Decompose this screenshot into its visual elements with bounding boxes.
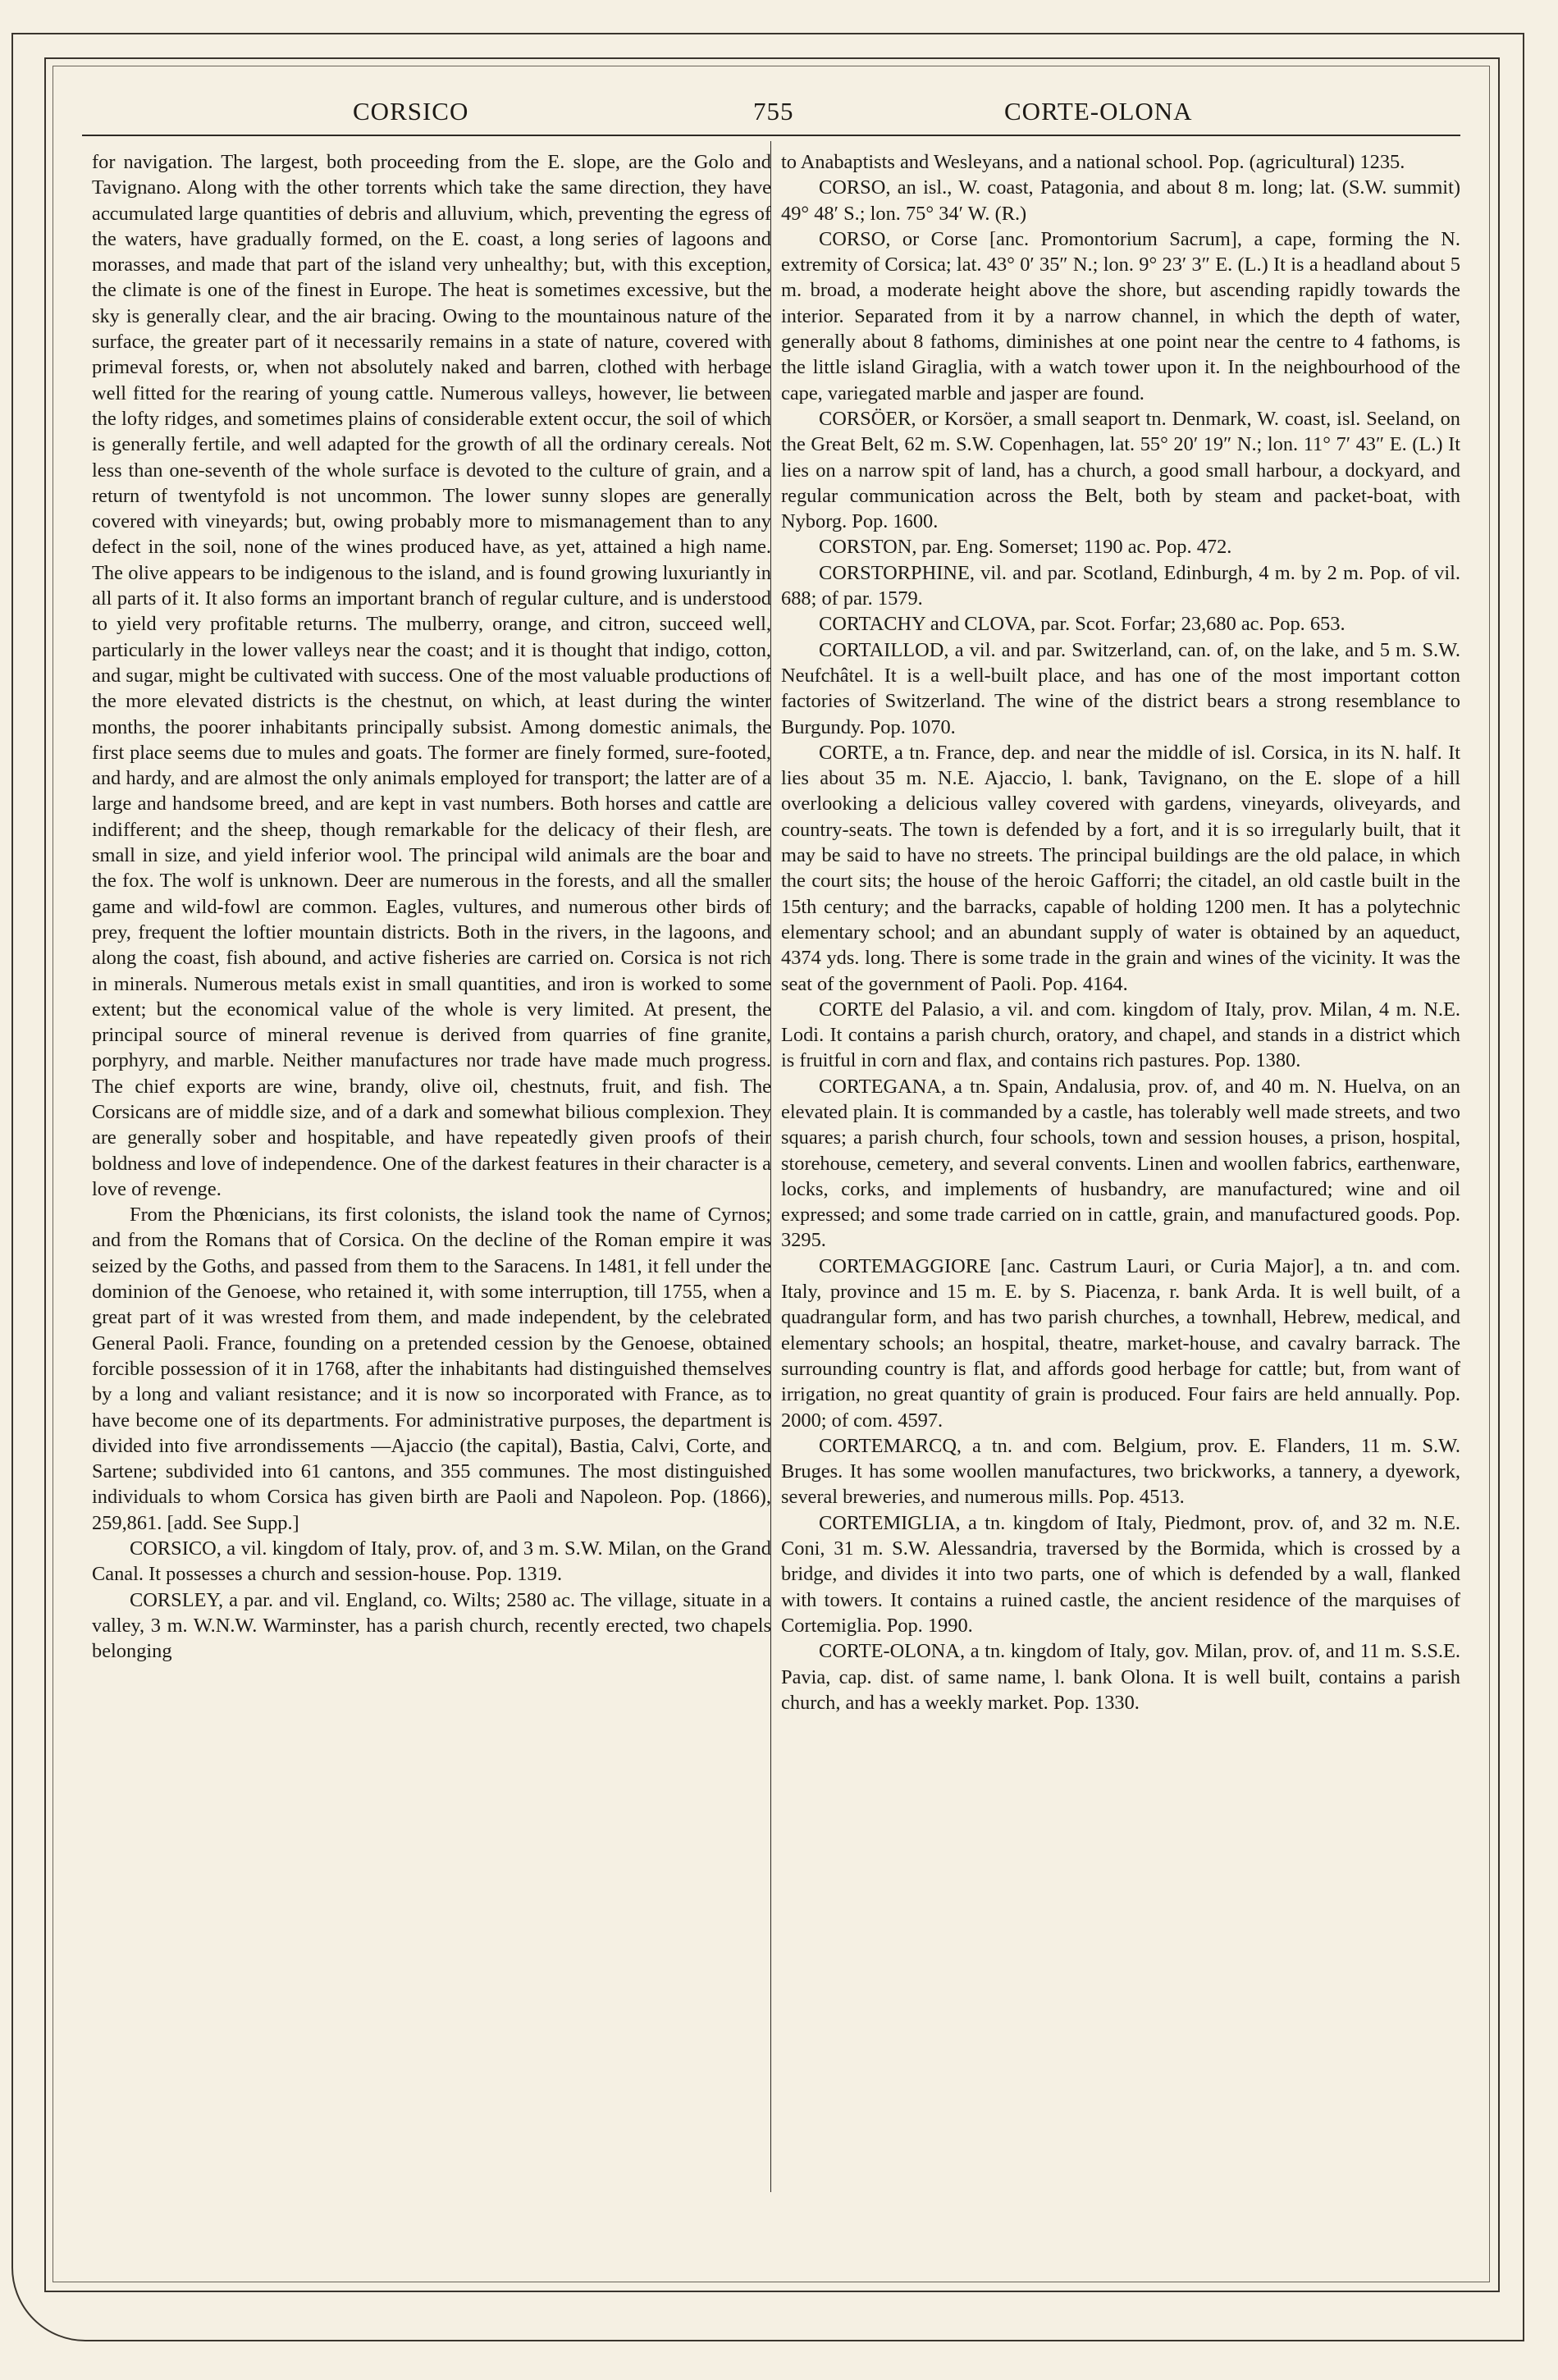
entry-corte-olona: CORTE-OLONA, a tn. kingdom of Italy, gov. Milan, prov. of, and 11 m. S.S.E. Pavia, cap. dist. of same name, l. bank Olona. It is well built, contains a parish church, and has a weekly market. Pop. 1330.: [781, 1640, 1460, 1714]
entry-corso-cape: CORSO, or Corse [anc. Promontorium Sacrum], a cape, forming the N. extremity of Corsica; lat. 43° 0′ 35″ N.; lon. 9° 23′ 3″ E. (L.) It is a headland about 5 m. broad, a moderate height above the shore, but ascending rapidly towards the interior. Separated from it by a narrow channel, in which the depth of water, generally about 8 fathoms, diminishes at one point near the centre to 4 fathoms, is the little island Giraglia, with a watch tower upon it. In the neighbourhood of the cape, variegated marble and jasper are found.: [781, 227, 1460, 404]
entry-cortegana: CORTEGANA, a tn. Spain, Andalusia, prov. of, and 40 m. N. Huelva, on an elevated plain. It is commanded by a castle, has tolerably well made streets, and two squares; a parish church, four schools, town and session houses, a prison, hospital, storehouse, cemetery, and several convents. Linen and woollen fabrics, earthenware, locks, corks, and implements of husbandry, are manufactured; wine and oil expressed; and some trade carried on in cattle, grain, and manufactured goods. Pop. 3295.: [781, 1075, 1460, 1252]
header-rule: [82, 135, 1460, 136]
running-head: [82, 97, 1460, 130]
left-column: [92, 149, 771, 1665]
entry-corso-isl: CORSO, an isl., W. coast, Patagonia, and about 8 m. long; lat. (S.W. summit) 49° 48′ S.; lon. 75° 34′ W. (R.): [781, 176, 1460, 225]
entry-cortemiglia: CORTEMIGLIA, a tn. kingdom of Italy, Piedmont, prov. of, and 32 m. N.E. Coni, 31 m. S.W. Alessandria, traversed by the Bormida, which is crossed by a bridge, and divides it into two parts, one of which is defended by a wall, flanked with towers. It contains a ruined castle, the ancient residence of the marquises of Cortemiglia. Pop. 1990.: [781, 1511, 1460, 1637]
entry-cortemaggiore: CORTEMAGGIORE [anc. Castrum Lauri, or Curia Major], a tn. and com. Italy, province and 15 m. E. by S. Piacenza, r. bank Arda. It is well built, of a quadrangular form, and has two parish churches, a townhall, Hebrew, medical, and elementary schools; an hospital, theatre, market-house, and cavalry barrack. The surrounding country is flat, and affords good herbage for cattle; but, from want of irrigation, no great quantity of grain is produced. Four fairs are held annually. Pop. 2000; of com. 4597.: [781, 1254, 1460, 1432]
entry-corsoer: CORSÖER, or Korsöer, a small seaport tn. Denmark, W. coast, isl. Seeland, on the Great Belt, 62 m. S.W. Copenhagen, lat. 55° 20′ 19″ N.; lon. 11° 7′ 43″ E. (L.) It lies on a narrow spit of land, has a church, a good small harbour, a dockyard, and regular communication across the Belt, both by steam and packet-boat, with Nyborg. Pop. 1600.: [781, 407, 1460, 533]
entry-corte: CORTE, a tn. France, dep. and near the middle of isl. Corsica, in its N. half. It lies about 35 m. N.E. Ajaccio, l. bank, Tavignano, on the E. slope of a hill overlooking a delicious valley covered with gardens, vineyards, oliveyards, and country-seats. The town is defended by a fort, and it is so irregularly built, that it may be said to have no streets. The principal buildings are the old palace, in which the court sits; the house of the heroic Gafforri; the citadel, an old castle built in the 15th century; and the barracks, capable of holding 1200 men. It has a polytechnic elementary school; and an abundant supply of water is obtained by an aqueduct, 4374 yds. long. There is some trade in the grain and wines of the vicinity. It was the seat of the government of Paoli. Pop. 4164.: [781, 741, 1460, 995]
page-number: 755: [753, 97, 794, 126]
running-head-left: CORSICO: [353, 97, 469, 126]
entry-corstorphine: CORSTORPHINE, vil. and par. Scotland, Edinburgh, 4 m. by 2 m. Pop. of vil. 688; of par. 1579.: [781, 561, 1460, 610]
paragraph: for navigation. The largest, both proceeding from the E. slope, are the Golo and Tavignano. Along with the other torrents which take the same direction, they have accumulated large quantities of debris and alluvium, which, preventing the egress of the waters, have gradually formed, on the E. coast, a long series of lagoons and morasses, and made that part of the island very unhealthy; but, with this exception, the climate is one of the finest in Europe. The heat is sometimes excessive, but the sky is generally clear, and the air bracing. Owing to the mountainous nature of the surface, the greater part of it necessarily remains in a state of nature, covered with primeval forests, or, when not absolutely naked and barren, clothed with herbage well fitted for the rearing of young cattle. Numerous valleys, however, lie between the lofty ridges, and sometimes plains of considerable extent occur, the soil of which is generally fertile, and well adapted for the growth of all the ordinary cereals. Not less than one-seventh of the whole surface is devoted to the culture of grain, and a return of twentyfold is not uncommon. The lower sunny slopes are generally covered with vineyards; but, owing probably more to mismanagement than to any defect in the soil, none of the wines produced have, as yet, attained a high name. The olive appears to be indigenous to the island, and is found growing luxuriantly in all parts of it. It also forms an important branch of regular culture, and is understood to yield very profitable returns. The mulberry, orange, and citron, succeed well, particularly in the lower valleys near the coast; and it is thought that indigo, cotton, and sugar, might be cultivated with success. One of the most valuable productions of the more elevated districts is the chestnut, on which, at least during the winter months, the poorer inhabitants principally subsist. Among domestic animals, the first place seems due to mules and goats. The former are finely formed, sure-footed, and hardy, and are almost the only animals employed for transport; the latter are of a large and handsome breed, and are kept in vast numbers. Both horses and cattle are indifferent; and the sheep, though remarkable for the delicacy of their flesh, are small in size, and yield inferior wool. The principal wild animals are the boar and the fox. The wolf is unknown. Deer are numerous in the forests, and all the smaller game and wild-fowl are common. Eagles, vultures, and numerous other birds of prey, frequent the loftier mountain districts. Both in the rivers, in the lagoons, and along the coast, fish abound, and active fisheries are carried on. Corsica is not rich in minerals. Numerous metals exist in small quantities, and iron is worked to some extent; but the economical value of the whole is very limited. At present, the principal source of mineral revenue is derived from quarries of fine granite, porphyry, and marble. Neither manufactures nor trade have made much progress. The chief exports are wine, brandy, olive oil, chestnuts, fruit, and fish. The Corsicans are of middle size, and of a dark and somewhat bilious complexion. They are generally sober and hospitable, and have repeatedly given proofs of their boldness and love of independence. One of the darkest features in their character is a love of revenge.: [92, 151, 771, 1200]
right-column: [781, 149, 1460, 1715]
running-head-right: CORTE-OLONA: [1004, 97, 1193, 126]
entry-corsley: CORSLEY, a par. and vil. England, co. Wilts; 2580 ac. The village, situate in a valley, 3 m. W.N.W. Warminster, has a parish church, recently erected, two chapels belonging: [92, 1588, 771, 1663]
entry-corston: CORSTON, par. Eng. Somerset; 1190 ac. Pop. 472.: [819, 536, 1232, 559]
entry-cortaillod: CORTAILLOD, a vil. and par. Switzerland, can. of, on the lake, and 5 m. S.W. Neufchâtel. It is a well-built place, and has one of the most important cotton factories of Switzerland. The wine of the district bears a strong resemblance to Burgundy. Pop. 1070.: [781, 638, 1460, 738]
entry-corte-del-palasio: CORTE del Palasio, a vil. and com. kingdom of Italy, prov. Milan, 4 m. N.E. Lodi. It contains a parish church, oratory, and chapel, and stands in a district which is fruitful in corn and flax, and contains rich pastures. Pop. 1380.: [781, 998, 1460, 1072]
entry-cortemarcq: CORTEMARCQ, a tn. and com. Belgium, prov. E. Flanders, 11 m. S.W. Bruges. It has some woollen manufactures, two brickworks, a tannery, a dyework, several breweries, and numerous mills. Pop. 4513.: [781, 1434, 1460, 1509]
paragraph: From the Phœnicians, its first colonists, the island took the name of Cyrnos; and from the Romans that of Corsica. On the decline of the Roman empire it was seized by the Goths, and passed from them to the Saracens. In 1481, it fell under the dominion of the Genoese, who retained it, with some interruption, till 1755, when a great part of it was wrested from them, and made independent, by the celebrated General Paoli. France, founding on a pretended cession by the Genoese, obtained forcible possession of it in 1768, after the inhabitants had distinguished themselves by a long and valiant resistance; and it is now so incorporated with France, as to have become one of its departments. For administrative purposes, the department is divided into five arrondissements —Ajaccio (the capital), Bastia, Calvi, Corte, and Sartene; subdivided into 61 cantons, and 355 communes. The most distinguished individuals to whom Corsica has given birth are Paoli and Napoleon. Pop. (1866), 259,861. [add. See Supp.]: [92, 1204, 771, 1534]
entry-corsico: CORSICO, a vil. kingdom of Italy, prov. of, and 3 m. S.W. Milan, on the Grand Canal. It possesses a church and session-house. Pop. 1319.: [92, 1537, 771, 1586]
entry-continuation: to Anabaptists and Wesleyans, and a national school. Pop. (agricultural) 1235.: [781, 151, 1405, 173]
entry-cortachy: CORTACHY and CLOVA, par. Scot. Forfar; 23,680 ac. Pop. 653.: [819, 613, 1346, 636]
